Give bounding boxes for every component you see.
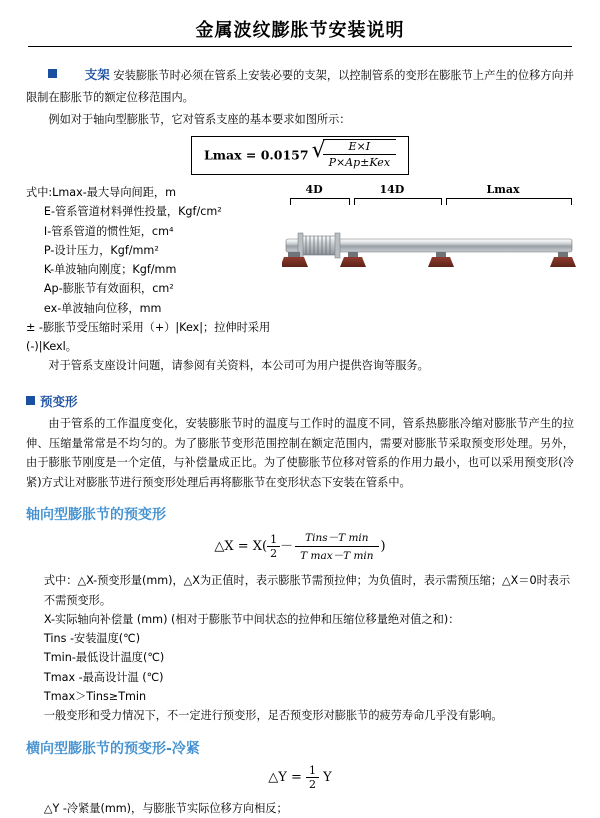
axial-formula xyxy=(214,532,386,563)
definition-item: I-管系管道的惯性矩，cm⁴ xyxy=(43,224,174,238)
lateral-formula-lhs: △Y = xyxy=(268,769,302,785)
support-guide-2 xyxy=(428,252,454,267)
axial-definition-item: Tins -安装温度(℃) xyxy=(43,632,141,646)
lmax-fraction-denominator: P×Ap±Kex xyxy=(328,156,391,170)
definition-item: P-设计压力，Kgf/mm² xyxy=(43,243,159,257)
lateral-formula-wrapper xyxy=(26,764,574,791)
predeform-heading: 预变形 xyxy=(40,394,78,410)
axial-predeform-heading: 轴向型膨胀节的预变形 xyxy=(26,507,166,524)
axial-definition-item: 式中：△X-预变形量(mm)，△X为正值时，表示膨胀节需预拉伸；为负值时，表示需预压缩；△X＝0时表示不需预变形。 xyxy=(43,574,571,607)
lateral-formula-half xyxy=(306,764,319,791)
half-numerator: 1 xyxy=(306,764,319,778)
lateral-predeform-heading: 横向型膨胀节的预变形-冷紧 xyxy=(26,740,200,757)
half-numerator: 1 xyxy=(267,533,280,547)
document-page xyxy=(0,16,600,815)
figure-labels xyxy=(282,183,575,199)
figure-label-4d: 4D xyxy=(305,183,323,197)
half-denominator: 2 xyxy=(270,547,278,561)
blue-square-icon xyxy=(26,396,35,405)
axial-definition-item: 一般变形和受力情况下，不一定进行预变形，足否预变形对膨胀节的疲劳寿命几乎没有影响。 xyxy=(43,709,503,723)
bracket-heading: 支架 xyxy=(84,67,110,82)
predeform-heading-line xyxy=(26,385,574,412)
axial-formula-wrapper xyxy=(26,530,574,563)
half-denominator: 2 xyxy=(309,777,316,791)
predeform-para1: 由于管系的工作温度变化，安装膨胀节时的温度与工作时的温度不同，管系热膨胀冷缩对膨胀节产生的拉伸、压缩量常常是不均匀的。为了膨胀节变形范围控制在额定范围内，需要对膨胀节采取预变形处理。另外，由于膨胀节刚度是一个定值，与补偿量成正比。为了使膨胀节位移对管系的作用力最小，也可以采用预变形(冷紧)方式让对膨胀节进行预变形处理后再将膨胀节在变形状态下安装在管系中。 xyxy=(26,417,574,489)
bracket-para1: 安装膨胀节时必须在管系上安装必要的支架，以控制管系的变形在膨胀节上产生的位移方向并限制在膨胀节的额定位移范围内。 xyxy=(26,69,574,104)
document-body xyxy=(0,57,600,818)
axial-formula-minus: － xyxy=(280,539,294,555)
lateral-formula xyxy=(268,763,332,791)
axial-definitions-list xyxy=(26,571,574,725)
definition-item: K-单波轴向刚度；Kgf/mm xyxy=(43,263,177,277)
definitions-list xyxy=(26,183,280,356)
pipe-support-figure xyxy=(282,183,575,301)
bracket-para2: 例如对于轴向型膨胀节，它对管系支座的基本要求如图所示： xyxy=(48,113,351,127)
definition-item: ex-单波轴向位移，mm xyxy=(43,301,162,315)
definitions-list-wrapper xyxy=(26,183,280,356)
axial-formula-lhs: △X = X( xyxy=(214,539,268,555)
support-guide-3 xyxy=(550,252,576,267)
blue-square-icon xyxy=(48,69,57,78)
fraction-numerator: Tins－T min xyxy=(295,530,378,547)
axial-definition-item: X-实际轴向补偿量 (mm) (相对于膨胀节中间状态的拉伸和压缩位移量绝对值之和)： xyxy=(43,612,460,626)
definition-item: ± -膨胀节受压缩时采用（+）|Kex|；拉伸时采用(-)|Kexl。 xyxy=(26,320,271,354)
lmax-formula-lhs: Lmax = 0.0157 xyxy=(203,147,309,163)
axial-formula-rhs: ) xyxy=(380,539,386,555)
definitions-and-figure xyxy=(26,183,574,356)
lmax-formula-box xyxy=(191,136,409,175)
figure-span-lmax xyxy=(446,198,572,205)
axial-definition-item: Tmax＞Tins≥Tmin xyxy=(43,690,147,704)
bracket-closing: 对于管系支座设计问题，请参阅有关资料，本公司可为用户提供咨询等服务。 xyxy=(48,359,429,373)
axial-definition-item: Tmin-最低设计温度(℃) xyxy=(43,651,165,665)
figure-span-14d xyxy=(354,198,442,205)
lmax-formula-wrapper xyxy=(26,136,574,175)
lateral-definition-item: △Y -冷紧量(mm)，与膨胀节实际位移方向相反； xyxy=(43,801,288,815)
axial-definition-item: Tmax -最高设计温 (℃) xyxy=(43,670,164,684)
lateral-definitions-list xyxy=(26,799,574,818)
definition-item: 式中:Lmax-最大导向间距，m xyxy=(26,186,176,200)
lmax-fraction xyxy=(323,139,396,169)
page-title: 金属波纹膨胀节安装说明 xyxy=(195,20,405,41)
sqrt-symbol-icon xyxy=(312,141,396,169)
axial-formula-half xyxy=(267,533,280,560)
lateral-formula-rhs: Y xyxy=(323,769,332,785)
pipe-assembly-diagram xyxy=(282,213,582,293)
figure-label-lmax: Lmax xyxy=(486,183,520,197)
figure-label-14d: 14D xyxy=(379,183,405,197)
support-guide-1 xyxy=(340,252,366,267)
definition-item: E-管系管道材料弹性投量，Kgf/cm² xyxy=(43,205,222,219)
definition-item: Ap-膨胀节有效面积，cm² xyxy=(43,282,174,296)
figure-span-4d xyxy=(290,198,350,205)
title-divider xyxy=(28,46,572,47)
lmax-fraction-numerator: √ E×I xyxy=(323,140,396,155)
bracket-section-intro xyxy=(26,57,574,107)
axial-formula-fraction xyxy=(295,530,378,563)
fraction-denominator: T max－T min xyxy=(300,550,374,563)
